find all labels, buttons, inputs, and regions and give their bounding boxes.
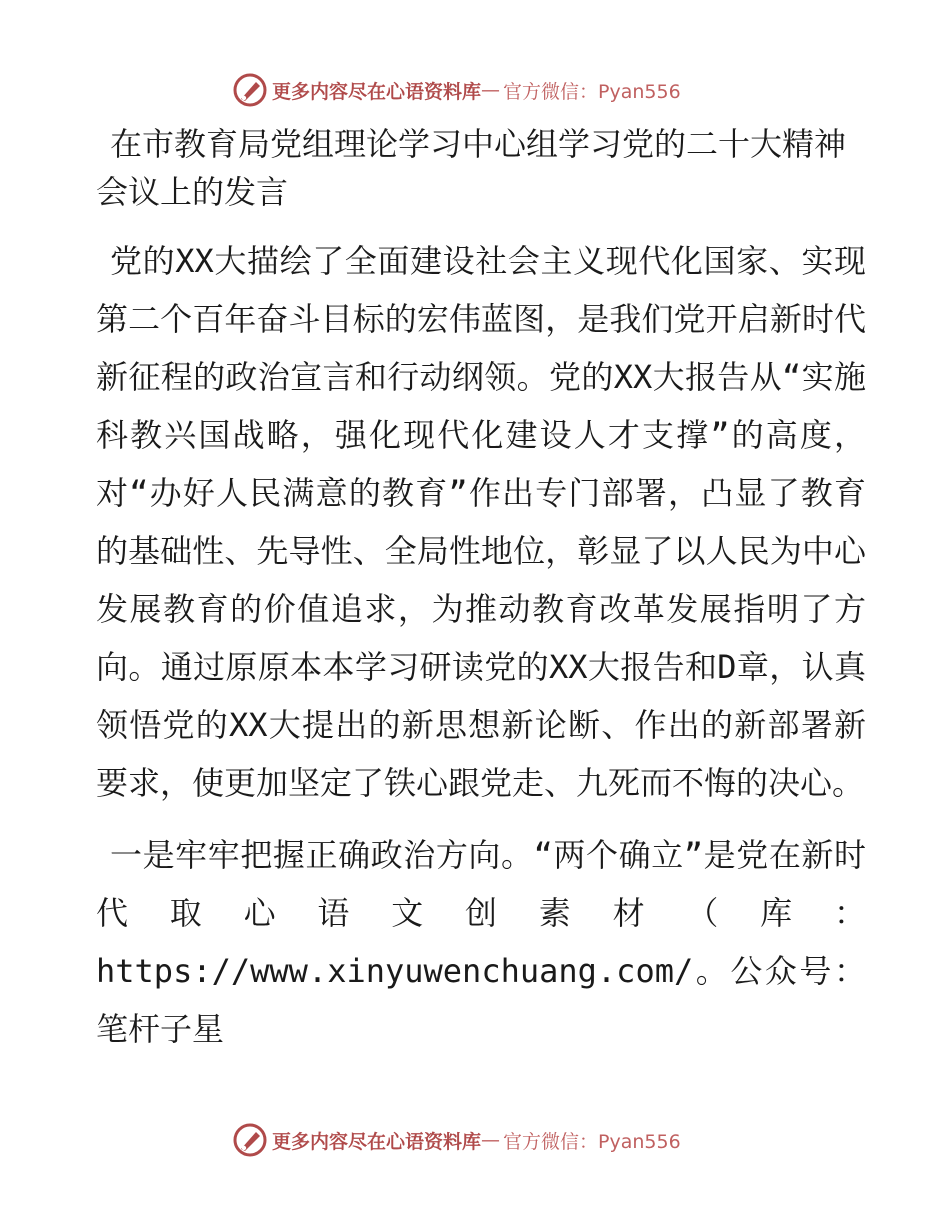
header-banner [232,70,681,110]
banner-wechat-text: 官方微信：Pyan556 [503,1130,681,1153]
banner-main-text: 更多内容尽在心语资料库 [272,1130,482,1153]
document-body [96,120,866,1058]
paragraph: 一是牢牢把握正确政治方向。“两个确立”是党在新时代取心语文创素材（库：https://www.xinyuwenchuang.com/。公众号：笔杆子星 [96,836,866,1048]
banner-main-text: 更多内容尽在心语资料库 [272,80,482,103]
banner-dash: — [481,79,501,101]
banner-wechat-text: 官方微信：Pyan556 [503,80,681,103]
pen-nib-logo-icon [232,72,268,108]
document-title: 在市教育局党组理论学习中心组学习党的二十大精神会议上的发言 [96,125,847,211]
pen-nib-logo-icon [232,1122,268,1158]
footer-banner [232,1120,681,1160]
banner-dash: — [481,1129,501,1151]
paragraph: 党的XX大描绘了全面建设社会主义现代化国家、实现第二个百年奋斗目标的宏伟蓝图，是我们党开启新时代新征程的政治宣言和行动纲领。党的XX大报告从“实施科教兴国战略，强化现代化建设人才支撑”的高度，对“办好人民满意的教育”作出专门部署，凸显了教育的基础性、先导性、全局性地位，彰显了以人民为中心发展教育的价值追求，为推动教育改革发展指明了方向。通过原原本本学习研读党的XX大报告和D章，认真领悟党的XX大提出的新思想新论断、作出的新部署新要求，使更加坚定了铁心跟党走、九死而不悔的决心。 [96,242,866,802]
